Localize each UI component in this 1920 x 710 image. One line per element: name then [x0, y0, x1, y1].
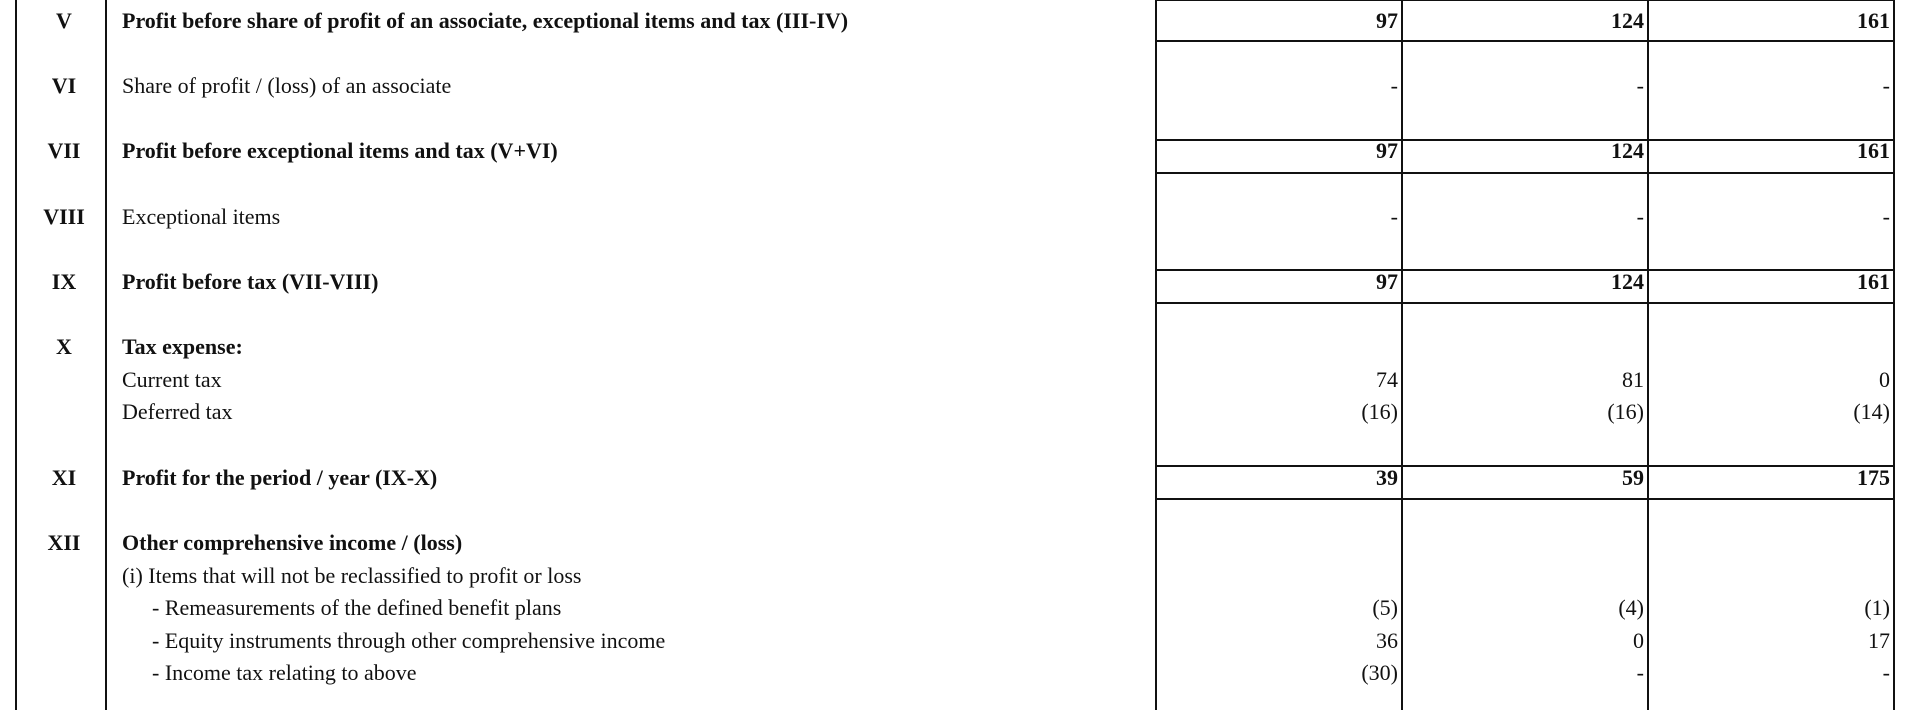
value-cell-3: -	[1882, 73, 1890, 98]
line-item-label: Share of profit / (loss) of an associate	[122, 73, 452, 98]
value-cell-3: -	[1882, 204, 1890, 229]
value-cell-3: 175	[1857, 465, 1890, 490]
total-rule	[1156, 172, 1894, 174]
row-number: XII	[47, 530, 81, 555]
value-cell-1: (5)	[1372, 595, 1398, 620]
row-number: XI	[51, 465, 77, 490]
value-cell-2: 124	[1611, 269, 1644, 294]
value-cell-1: -	[1390, 73, 1398, 98]
value-cell-2: 59	[1622, 465, 1644, 490]
value-cell-2: (16)	[1607, 399, 1644, 424]
value-cell-2: 124	[1611, 138, 1644, 163]
line-item-label: Profit before tax (VII-VIII)	[122, 269, 379, 294]
value-cell-1: (16)	[1361, 399, 1398, 424]
line-item-label: - Equity instruments through other comprehensive income	[152, 627, 666, 653]
total-rule	[1156, 40, 1894, 42]
value-cell-2: -	[1636, 204, 1644, 229]
line-item-label: - Remeasurements of the defined benefit plans	[152, 595, 562, 620]
value-cell-1: 97	[1376, 269, 1398, 294]
value-cell-3: 17	[1868, 627, 1890, 653]
value-cell-2: -	[1636, 73, 1644, 98]
total-rule	[1156, 0, 1894, 1]
line-item-label: (i) Items that will not be reclassified to profit or loss	[122, 562, 582, 588]
value-cell-1: (30)	[1361, 660, 1398, 685]
total-rule	[1156, 302, 1894, 304]
line-item-label: Tax expense:	[122, 334, 243, 359]
column-rule	[1893, 0, 1895, 710]
total-rule	[1156, 498, 1894, 500]
row-number: VII	[47, 138, 81, 163]
value-cell-1: -	[1390, 204, 1398, 229]
value-cell-2: 81	[1622, 366, 1644, 392]
value-cell-1: 74	[1376, 366, 1398, 392]
value-cell-2: 0	[1633, 627, 1644, 653]
value-cell-3: 161	[1857, 269, 1890, 294]
row-number: VIII	[43, 204, 85, 229]
row-number: X	[56, 334, 72, 359]
line-item-label: Other comprehensive income / (loss)	[122, 530, 463, 555]
value-cell-2: (4)	[1618, 595, 1644, 620]
value-cell-2: 124	[1611, 8, 1644, 33]
column-rule	[15, 0, 17, 710]
column-rule	[1155, 0, 1157, 710]
row-number: V	[56, 8, 72, 33]
line-item-label: Profit before exceptional items and tax (V+VI)	[122, 138, 558, 163]
value-cell-3: 161	[1857, 8, 1890, 33]
value-cell-1: 36	[1376, 627, 1398, 653]
column-rule	[1647, 0, 1649, 710]
line-item-label: - Income tax relating to above	[152, 660, 417, 685]
line-item-label: Exceptional items	[122, 204, 281, 229]
value-cell-2: -	[1636, 660, 1644, 685]
line-item-label: Current tax	[122, 366, 222, 392]
value-cell-1: 97	[1376, 8, 1398, 33]
column-rule	[105, 0, 107, 710]
value-cell-3: 161	[1857, 138, 1890, 163]
value-cell-3: 0	[1879, 366, 1890, 392]
value-cell-3: (1)	[1864, 595, 1890, 620]
value-cell-3: (14)	[1853, 399, 1890, 424]
value-cell-1: 97	[1376, 138, 1398, 163]
value-cell-3: -	[1882, 660, 1890, 685]
line-item-label: Profit before share of profit of an associate, exceptional items and tax (III-IV)	[122, 8, 849, 33]
line-item-label: Deferred tax	[122, 399, 233, 424]
row-number: VI	[51, 73, 77, 98]
row-number: IX	[51, 269, 77, 294]
line-item-label: Profit for the period / year (IX-X)	[122, 465, 438, 490]
column-rule	[1401, 0, 1403, 710]
value-cell-1: 39	[1376, 465, 1398, 490]
